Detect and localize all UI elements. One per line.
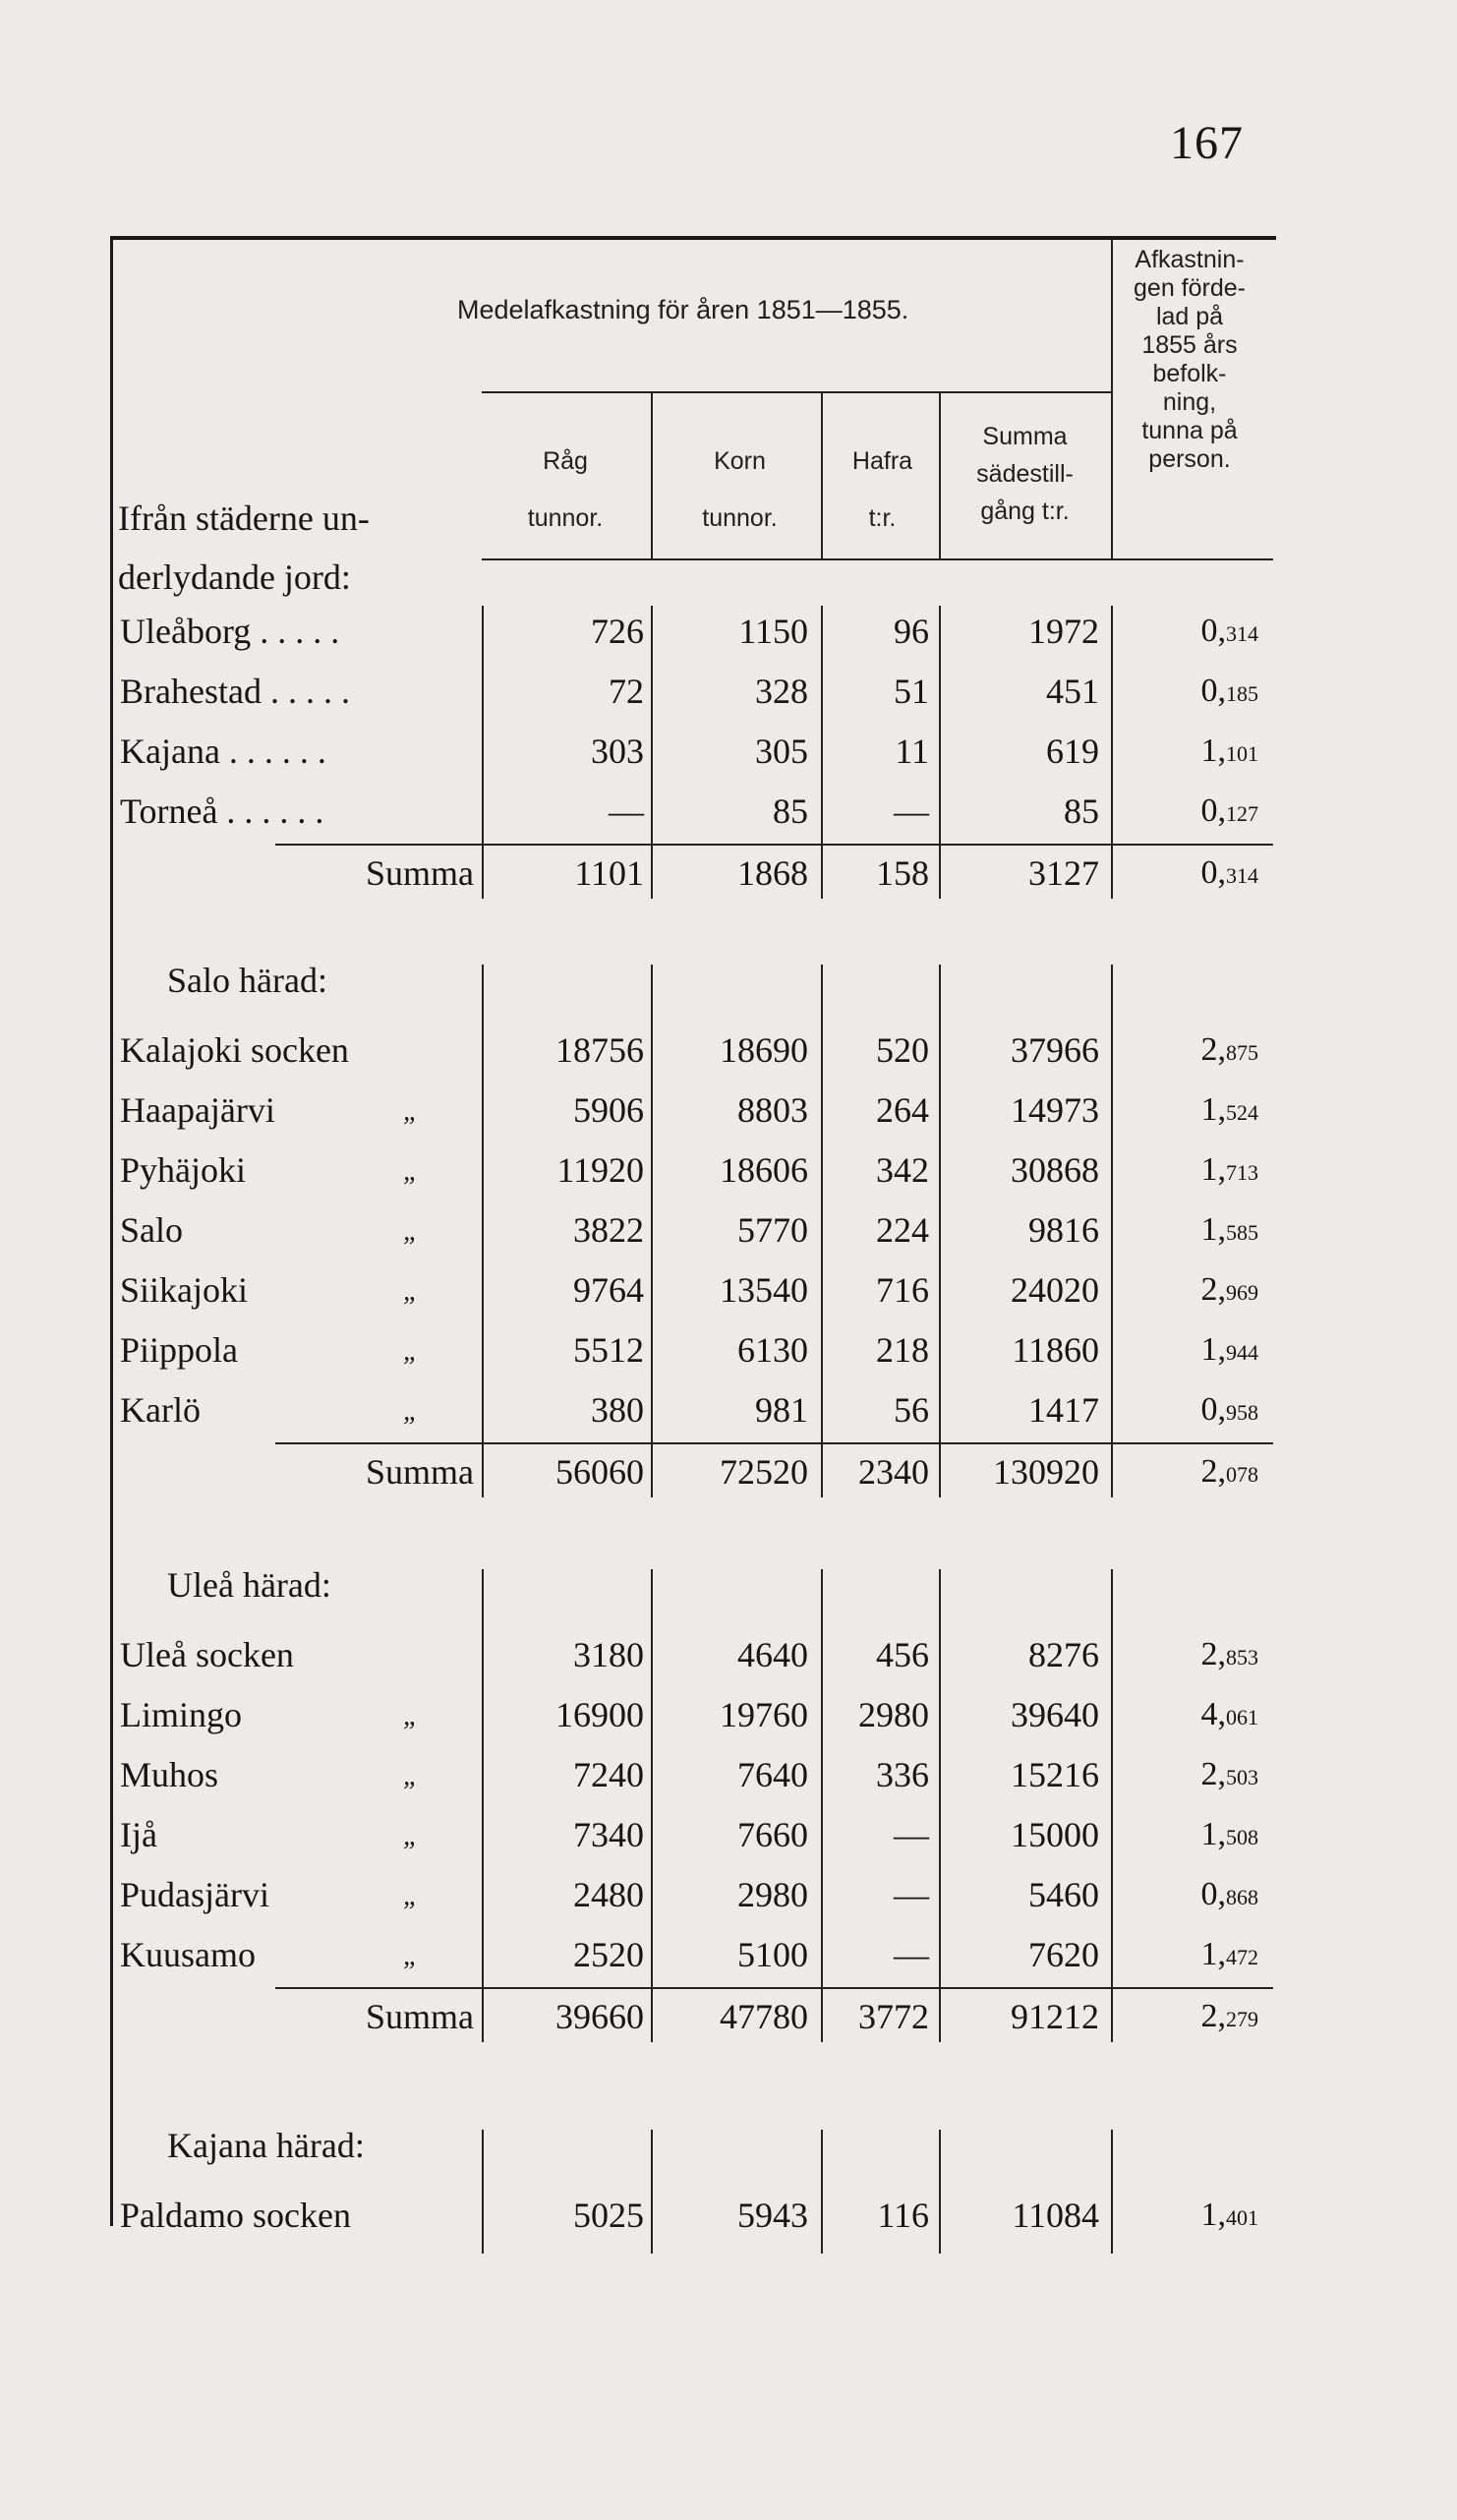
header-afkastning-line: Afkastnin- bbox=[1135, 246, 1245, 273]
sum-column-rule bbox=[482, 1993, 484, 2042]
sum-summa: 3127 bbox=[1028, 853, 1099, 893]
sum-afk bbox=[1101, 1995, 1258, 2041]
cell-afk-int: 0, bbox=[1200, 1391, 1226, 1428]
cell-afk-int: 1, bbox=[1200, 733, 1226, 769]
header-korn-line: Korn bbox=[714, 447, 766, 475]
cell-hafra: 2980 bbox=[858, 1695, 929, 1734]
group-title: Salo härad: bbox=[167, 961, 327, 1000]
cell-hafra: — bbox=[894, 1875, 929, 1914]
cell-afk-int: 2, bbox=[1200, 1031, 1226, 1068]
cell-korn: 18606 bbox=[720, 1150, 808, 1190]
cell-rag: 2520 bbox=[573, 1935, 644, 1974]
cell-hafra: — bbox=[894, 791, 929, 831]
cell-korn: 328 bbox=[755, 672, 808, 711]
afk-column-rule bbox=[1111, 239, 1113, 558]
ditto-mark: „ bbox=[403, 1336, 419, 1367]
cell-afk bbox=[1101, 1933, 1258, 1979]
cell-korn: 5943 bbox=[737, 2196, 808, 2235]
row-name: Kalajoki socken bbox=[120, 1030, 349, 1070]
cell-hafra: — bbox=[894, 1815, 929, 1854]
header-afkastning-line: person. bbox=[1148, 445, 1231, 473]
cell-rag: 5512 bbox=[573, 1330, 644, 1370]
row-name: Ijå bbox=[120, 1815, 157, 1854]
column-rule bbox=[939, 965, 941, 1448]
cell-rag: — bbox=[609, 791, 644, 831]
header-section-title: Medelafkastning för åren 1851—1855. bbox=[457, 295, 909, 324]
cell-summa: 9816 bbox=[1028, 1210, 1099, 1250]
cell-afk bbox=[1101, 1088, 1258, 1135]
sum-column-rule bbox=[651, 1448, 653, 1497]
cell-afk-int: 1, bbox=[1200, 2197, 1226, 2233]
row-name: Torneå . . . . . . bbox=[120, 791, 324, 831]
cell-summa: 11860 bbox=[1012, 1330, 1099, 1370]
header-bottom-rule bbox=[482, 558, 1273, 560]
sum-rule bbox=[275, 1442, 1273, 1444]
cell-summa: 39640 bbox=[1011, 1695, 1099, 1734]
cell-hafra: 264 bbox=[876, 1090, 929, 1130]
sum-korn: 47780 bbox=[720, 1997, 808, 2036]
row-name: Pudasjärvi bbox=[120, 1875, 269, 1914]
column-rule bbox=[939, 606, 941, 850]
sum-hafra: 2340 bbox=[858, 1452, 929, 1492]
sum-column-rule bbox=[821, 850, 823, 899]
sum-rag: 1101 bbox=[574, 853, 644, 893]
cell-afk-int: 1, bbox=[1200, 1211, 1226, 1248]
cell-hafra: 224 bbox=[876, 1210, 929, 1250]
header-hafra-line: Hafra bbox=[851, 447, 913, 475]
cell-afk-dec: 524 bbox=[1226, 1100, 1258, 1125]
cell-summa: 5460 bbox=[1028, 1875, 1099, 1914]
column-rule bbox=[651, 965, 653, 1448]
row-name: Limingo bbox=[120, 1695, 242, 1734]
header-afkastning-line: gen förde- bbox=[1134, 274, 1246, 302]
column-rule bbox=[1111, 1569, 1113, 1993]
cell-afk-int: 1, bbox=[1200, 1331, 1226, 1368]
cell-summa: 24020 bbox=[1011, 1270, 1099, 1310]
cell-afk-int: 1, bbox=[1200, 1151, 1226, 1188]
column-rule bbox=[1111, 606, 1113, 850]
cell-afk-int: 2, bbox=[1200, 1636, 1226, 1672]
header-rag bbox=[482, 433, 649, 547]
cell-afk-int: 4, bbox=[1200, 1696, 1226, 1732]
cell-hafra: 342 bbox=[876, 1150, 929, 1190]
cell-rag: 3822 bbox=[573, 1210, 644, 1250]
cell-korn: 8803 bbox=[737, 1090, 808, 1130]
row-name: Siikajoki bbox=[120, 1270, 249, 1310]
header-afkastning-line: befolk- bbox=[1152, 360, 1227, 387]
cell-korn: 6130 bbox=[737, 1330, 808, 1370]
row-name: Karlö bbox=[120, 1390, 201, 1430]
row-name: Muhos bbox=[120, 1755, 219, 1794]
ditto-mark: „ bbox=[403, 1216, 419, 1247]
ditto-mark: „ bbox=[403, 1096, 419, 1127]
sum-afk-dec: 078 bbox=[1226, 1462, 1258, 1487]
cell-summa: 14973 bbox=[1011, 1090, 1099, 1130]
header-afkastning-line: lad på bbox=[1155, 303, 1224, 330]
rag-korn-rule bbox=[651, 393, 653, 558]
cell-summa: 15216 bbox=[1011, 1755, 1099, 1794]
header-korn-line: tunnor. bbox=[702, 504, 778, 532]
sum-afk-dec: 314 bbox=[1226, 863, 1258, 888]
cell-summa: 37966 bbox=[1011, 1030, 1099, 1070]
cell-korn: 18690 bbox=[720, 1030, 808, 1070]
cell-afk-int: 1, bbox=[1200, 1936, 1226, 1972]
cell-summa: 15000 bbox=[1011, 1815, 1099, 1854]
row-name: Brahestad . . . . . bbox=[120, 672, 350, 711]
column-rule bbox=[821, 965, 823, 1448]
cell-afk-dec: 401 bbox=[1226, 2205, 1258, 2230]
sum-column-rule bbox=[821, 1448, 823, 1497]
header-rag-line: tunnor. bbox=[527, 504, 604, 532]
cell-rag: 11920 bbox=[556, 1150, 644, 1190]
cell-hafra: 11 bbox=[895, 732, 929, 771]
cell-afk-dec: 713 bbox=[1226, 1160, 1258, 1185]
korn-hafra-rule bbox=[821, 393, 823, 558]
cell-rag: 5906 bbox=[573, 1090, 644, 1130]
hafra-summa-rule bbox=[939, 393, 941, 558]
header-afkastning-line: ning, bbox=[1162, 388, 1217, 416]
cell-afk-dec: 508 bbox=[1226, 1825, 1258, 1849]
header-hafra-line: t:r. bbox=[868, 504, 897, 532]
row-name: Piippola bbox=[120, 1330, 239, 1370]
cell-afk-int: 0, bbox=[1200, 1876, 1226, 1912]
cell-afk bbox=[1101, 730, 1258, 776]
row-label-line2: derlydande jord: bbox=[118, 557, 351, 597]
cell-afk-int: 1, bbox=[1200, 1816, 1226, 1852]
header-rag-line: Råg bbox=[543, 447, 588, 475]
cell-hafra: 96 bbox=[894, 612, 929, 651]
cell-rag: 2480 bbox=[573, 1875, 644, 1914]
column-rule bbox=[939, 1569, 941, 1993]
column-rule bbox=[651, 606, 653, 850]
ditto-mark: „ bbox=[403, 1821, 419, 1851]
cell-afk-dec: 061 bbox=[1226, 1705, 1258, 1729]
cell-afk bbox=[1101, 790, 1258, 836]
cell-afk bbox=[1101, 1873, 1258, 1919]
cell-afk bbox=[1101, 1268, 1258, 1315]
cell-afk-dec: 868 bbox=[1226, 1885, 1258, 1909]
sum-column-rule bbox=[651, 850, 653, 899]
group-title: Uleå härad: bbox=[167, 1565, 331, 1605]
sum-summa: 130920 bbox=[993, 1452, 1099, 1492]
cell-afk bbox=[1101, 1693, 1258, 1739]
cell-korn: 5770 bbox=[737, 1210, 808, 1250]
cell-korn: 305 bbox=[755, 732, 808, 771]
cell-rag: 9764 bbox=[573, 1270, 644, 1310]
row-name: Kajana . . . . . . bbox=[120, 732, 326, 771]
column-rule bbox=[821, 1569, 823, 1993]
cell-afk bbox=[1101, 1753, 1258, 1799]
column-rule bbox=[821, 606, 823, 850]
cell-afk bbox=[1101, 1633, 1258, 1679]
page-number: 167 bbox=[1170, 117, 1244, 169]
row-name: Paldamo socken bbox=[120, 2196, 351, 2235]
cell-hafra: 716 bbox=[876, 1270, 929, 1310]
ditto-mark: „ bbox=[403, 1941, 419, 1971]
header-hafra bbox=[826, 433, 939, 547]
cell-rag: 18756 bbox=[555, 1030, 644, 1070]
row-name: Pyhäjoki bbox=[120, 1150, 247, 1190]
cell-afk-int: 0, bbox=[1200, 792, 1226, 829]
header-afkastning-line: 1855 års bbox=[1141, 331, 1238, 359]
cell-summa: 1972 bbox=[1028, 612, 1099, 651]
row-name: Salo bbox=[120, 1210, 184, 1250]
cell-rag: 3180 bbox=[573, 1635, 644, 1674]
ditto-mark: „ bbox=[403, 1156, 419, 1187]
cell-hafra: 51 bbox=[894, 672, 929, 711]
header-summa bbox=[939, 418, 1111, 530]
cell-korn: 981 bbox=[755, 1390, 808, 1430]
header-korn bbox=[654, 433, 826, 547]
sum-label: Summa bbox=[365, 1452, 474, 1492]
sum-column-rule bbox=[939, 850, 941, 899]
ditto-mark: „ bbox=[403, 1881, 419, 1911]
cell-hafra: 456 bbox=[876, 1635, 929, 1674]
cell-afk-dec: 944 bbox=[1226, 1340, 1258, 1365]
sum-afk-dec: 279 bbox=[1226, 2007, 1258, 2031]
cell-rag: 5025 bbox=[573, 2196, 644, 2235]
cell-afk-int: 0, bbox=[1200, 673, 1226, 709]
cell-korn: 1150 bbox=[738, 612, 808, 651]
cell-afk-int: 2, bbox=[1200, 1271, 1226, 1308]
row-name: Uleå socken bbox=[120, 1635, 294, 1674]
sum-korn: 1868 bbox=[737, 853, 808, 893]
cell-afk-int: 0, bbox=[1200, 613, 1226, 649]
cell-summa: 85 bbox=[1064, 791, 1099, 831]
cell-hafra: — bbox=[894, 1935, 929, 1974]
column-rule bbox=[482, 965, 484, 1448]
cell-summa: 11084 bbox=[1012, 2196, 1099, 2235]
sum-label: Summa bbox=[365, 1997, 474, 2036]
sum-hafra: 3772 bbox=[858, 1997, 929, 2036]
cell-summa: 30868 bbox=[1011, 1150, 1099, 1190]
header-summa-line: sädestill- bbox=[976, 460, 1074, 488]
ditto-mark: „ bbox=[403, 1701, 419, 1731]
cell-afk-dec: 127 bbox=[1226, 801, 1258, 826]
cell-afk-dec: 969 bbox=[1226, 1280, 1258, 1305]
header-summa-line: Summa bbox=[982, 423, 1068, 450]
cell-afk bbox=[1101, 1028, 1258, 1075]
column-rule bbox=[482, 1569, 484, 1993]
cell-rag: 726 bbox=[591, 612, 644, 651]
cell-afk bbox=[1101, 1813, 1258, 1859]
cell-afk-int: 1, bbox=[1200, 1091, 1226, 1128]
sum-rag: 39660 bbox=[555, 1997, 644, 2036]
cell-korn: 7640 bbox=[737, 1755, 808, 1794]
cell-afk-dec: 472 bbox=[1226, 1945, 1258, 1969]
sum-column-rule bbox=[482, 1448, 484, 1497]
sum-afk-int: 2, bbox=[1200, 1453, 1226, 1490]
cell-afk bbox=[1101, 1148, 1258, 1195]
sum-afk bbox=[1101, 851, 1258, 898]
cell-afk bbox=[1101, 1388, 1258, 1435]
sum-column-rule bbox=[939, 1448, 941, 1497]
cell-summa: 8276 bbox=[1028, 1635, 1099, 1674]
column-rule bbox=[651, 2130, 653, 2254]
cell-korn: 19760 bbox=[720, 1695, 808, 1734]
sum-column-rule bbox=[939, 1993, 941, 2042]
sum-afk-int: 2, bbox=[1200, 1998, 1226, 2034]
sum-summa: 91212 bbox=[1011, 1997, 1099, 2036]
sum-korn: 72520 bbox=[720, 1452, 808, 1492]
cell-korn: 2980 bbox=[737, 1875, 808, 1914]
cell-afk bbox=[1101, 1328, 1258, 1375]
cell-rag: 16900 bbox=[555, 1695, 644, 1734]
sum-column-rule bbox=[1111, 1993, 1113, 2042]
group-title: Kajana härad: bbox=[167, 2126, 365, 2165]
cell-afk-dec: 503 bbox=[1226, 1765, 1258, 1789]
cell-afk-dec: 875 bbox=[1226, 1040, 1258, 1065]
cell-hafra: 336 bbox=[876, 1755, 929, 1794]
cell-afk bbox=[1101, 2194, 1258, 2240]
cell-afk bbox=[1101, 670, 1258, 716]
row-name: Kuusamo bbox=[120, 1935, 256, 1974]
cell-hafra: 218 bbox=[876, 1330, 929, 1370]
column-rule bbox=[1111, 965, 1113, 1448]
header-summa-line: gång t:r. bbox=[980, 498, 1070, 525]
cell-rag: 7240 bbox=[573, 1755, 644, 1794]
cell-afk bbox=[1101, 610, 1258, 656]
cell-afk bbox=[1101, 1208, 1258, 1255]
cell-summa: 451 bbox=[1046, 672, 1099, 711]
cell-rag: 303 bbox=[591, 732, 644, 771]
ditto-mark: „ bbox=[403, 1276, 419, 1307]
cell-hafra: 116 bbox=[877, 2196, 929, 2235]
sum-column-rule bbox=[1111, 850, 1113, 899]
row-name: Uleåborg . . . . . bbox=[120, 612, 340, 651]
ditto-mark: „ bbox=[403, 1761, 419, 1791]
cell-summa: 619 bbox=[1046, 732, 1099, 771]
header-afkastning bbox=[1111, 246, 1268, 474]
sum-afk bbox=[1101, 1450, 1258, 1496]
cell-summa: 7620 bbox=[1028, 1935, 1099, 1974]
cell-rag: 7340 bbox=[573, 1815, 644, 1854]
cell-hafra: 520 bbox=[876, 1030, 929, 1070]
cell-korn: 85 bbox=[773, 791, 808, 831]
cell-afk-dec: 585 bbox=[1226, 1220, 1258, 1245]
cell-korn: 5100 bbox=[737, 1935, 808, 1974]
sum-rule bbox=[275, 1987, 1273, 1989]
column-rule bbox=[821, 2130, 823, 2254]
cell-afk-dec: 853 bbox=[1226, 1645, 1258, 1670]
ditto-mark: „ bbox=[403, 1396, 419, 1427]
sum-rule bbox=[275, 844, 1273, 846]
cell-afk-dec: 185 bbox=[1226, 681, 1258, 706]
header-afkastning-line: tunna på bbox=[1141, 417, 1238, 444]
cell-afk-dec: 958 bbox=[1226, 1400, 1258, 1425]
header-rule bbox=[482, 391, 1111, 393]
sum-column-rule bbox=[651, 1993, 653, 2042]
column-rule bbox=[651, 1569, 653, 1993]
row-name: Haapajärvi bbox=[120, 1090, 275, 1130]
cell-korn: 13540 bbox=[720, 1270, 808, 1310]
sum-column-rule bbox=[821, 1993, 823, 2042]
column-rule bbox=[482, 2130, 484, 2254]
column-rule bbox=[1111, 2130, 1113, 2254]
cell-summa: 1417 bbox=[1028, 1390, 1099, 1430]
cell-rag: 380 bbox=[591, 1390, 644, 1430]
column-rule bbox=[939, 2130, 941, 2254]
cell-korn: 7660 bbox=[737, 1815, 808, 1854]
sum-column-rule bbox=[482, 850, 484, 899]
cell-korn: 4640 bbox=[737, 1635, 808, 1674]
cell-hafra: 56 bbox=[894, 1390, 929, 1430]
sum-rag: 56060 bbox=[555, 1452, 644, 1492]
column-rule bbox=[482, 606, 484, 850]
cell-afk-dec: 314 bbox=[1226, 621, 1258, 646]
sum-column-rule bbox=[1111, 1448, 1113, 1497]
sum-label: Summa bbox=[365, 853, 474, 893]
cell-rag: 72 bbox=[609, 672, 644, 711]
row-label-line1: Ifrån städerne un- bbox=[118, 498, 370, 538]
sum-hafra: 158 bbox=[876, 853, 929, 893]
cell-afk-int: 2, bbox=[1200, 1756, 1226, 1792]
sum-afk-int: 0, bbox=[1200, 854, 1226, 891]
cell-afk-dec: 101 bbox=[1226, 741, 1258, 766]
